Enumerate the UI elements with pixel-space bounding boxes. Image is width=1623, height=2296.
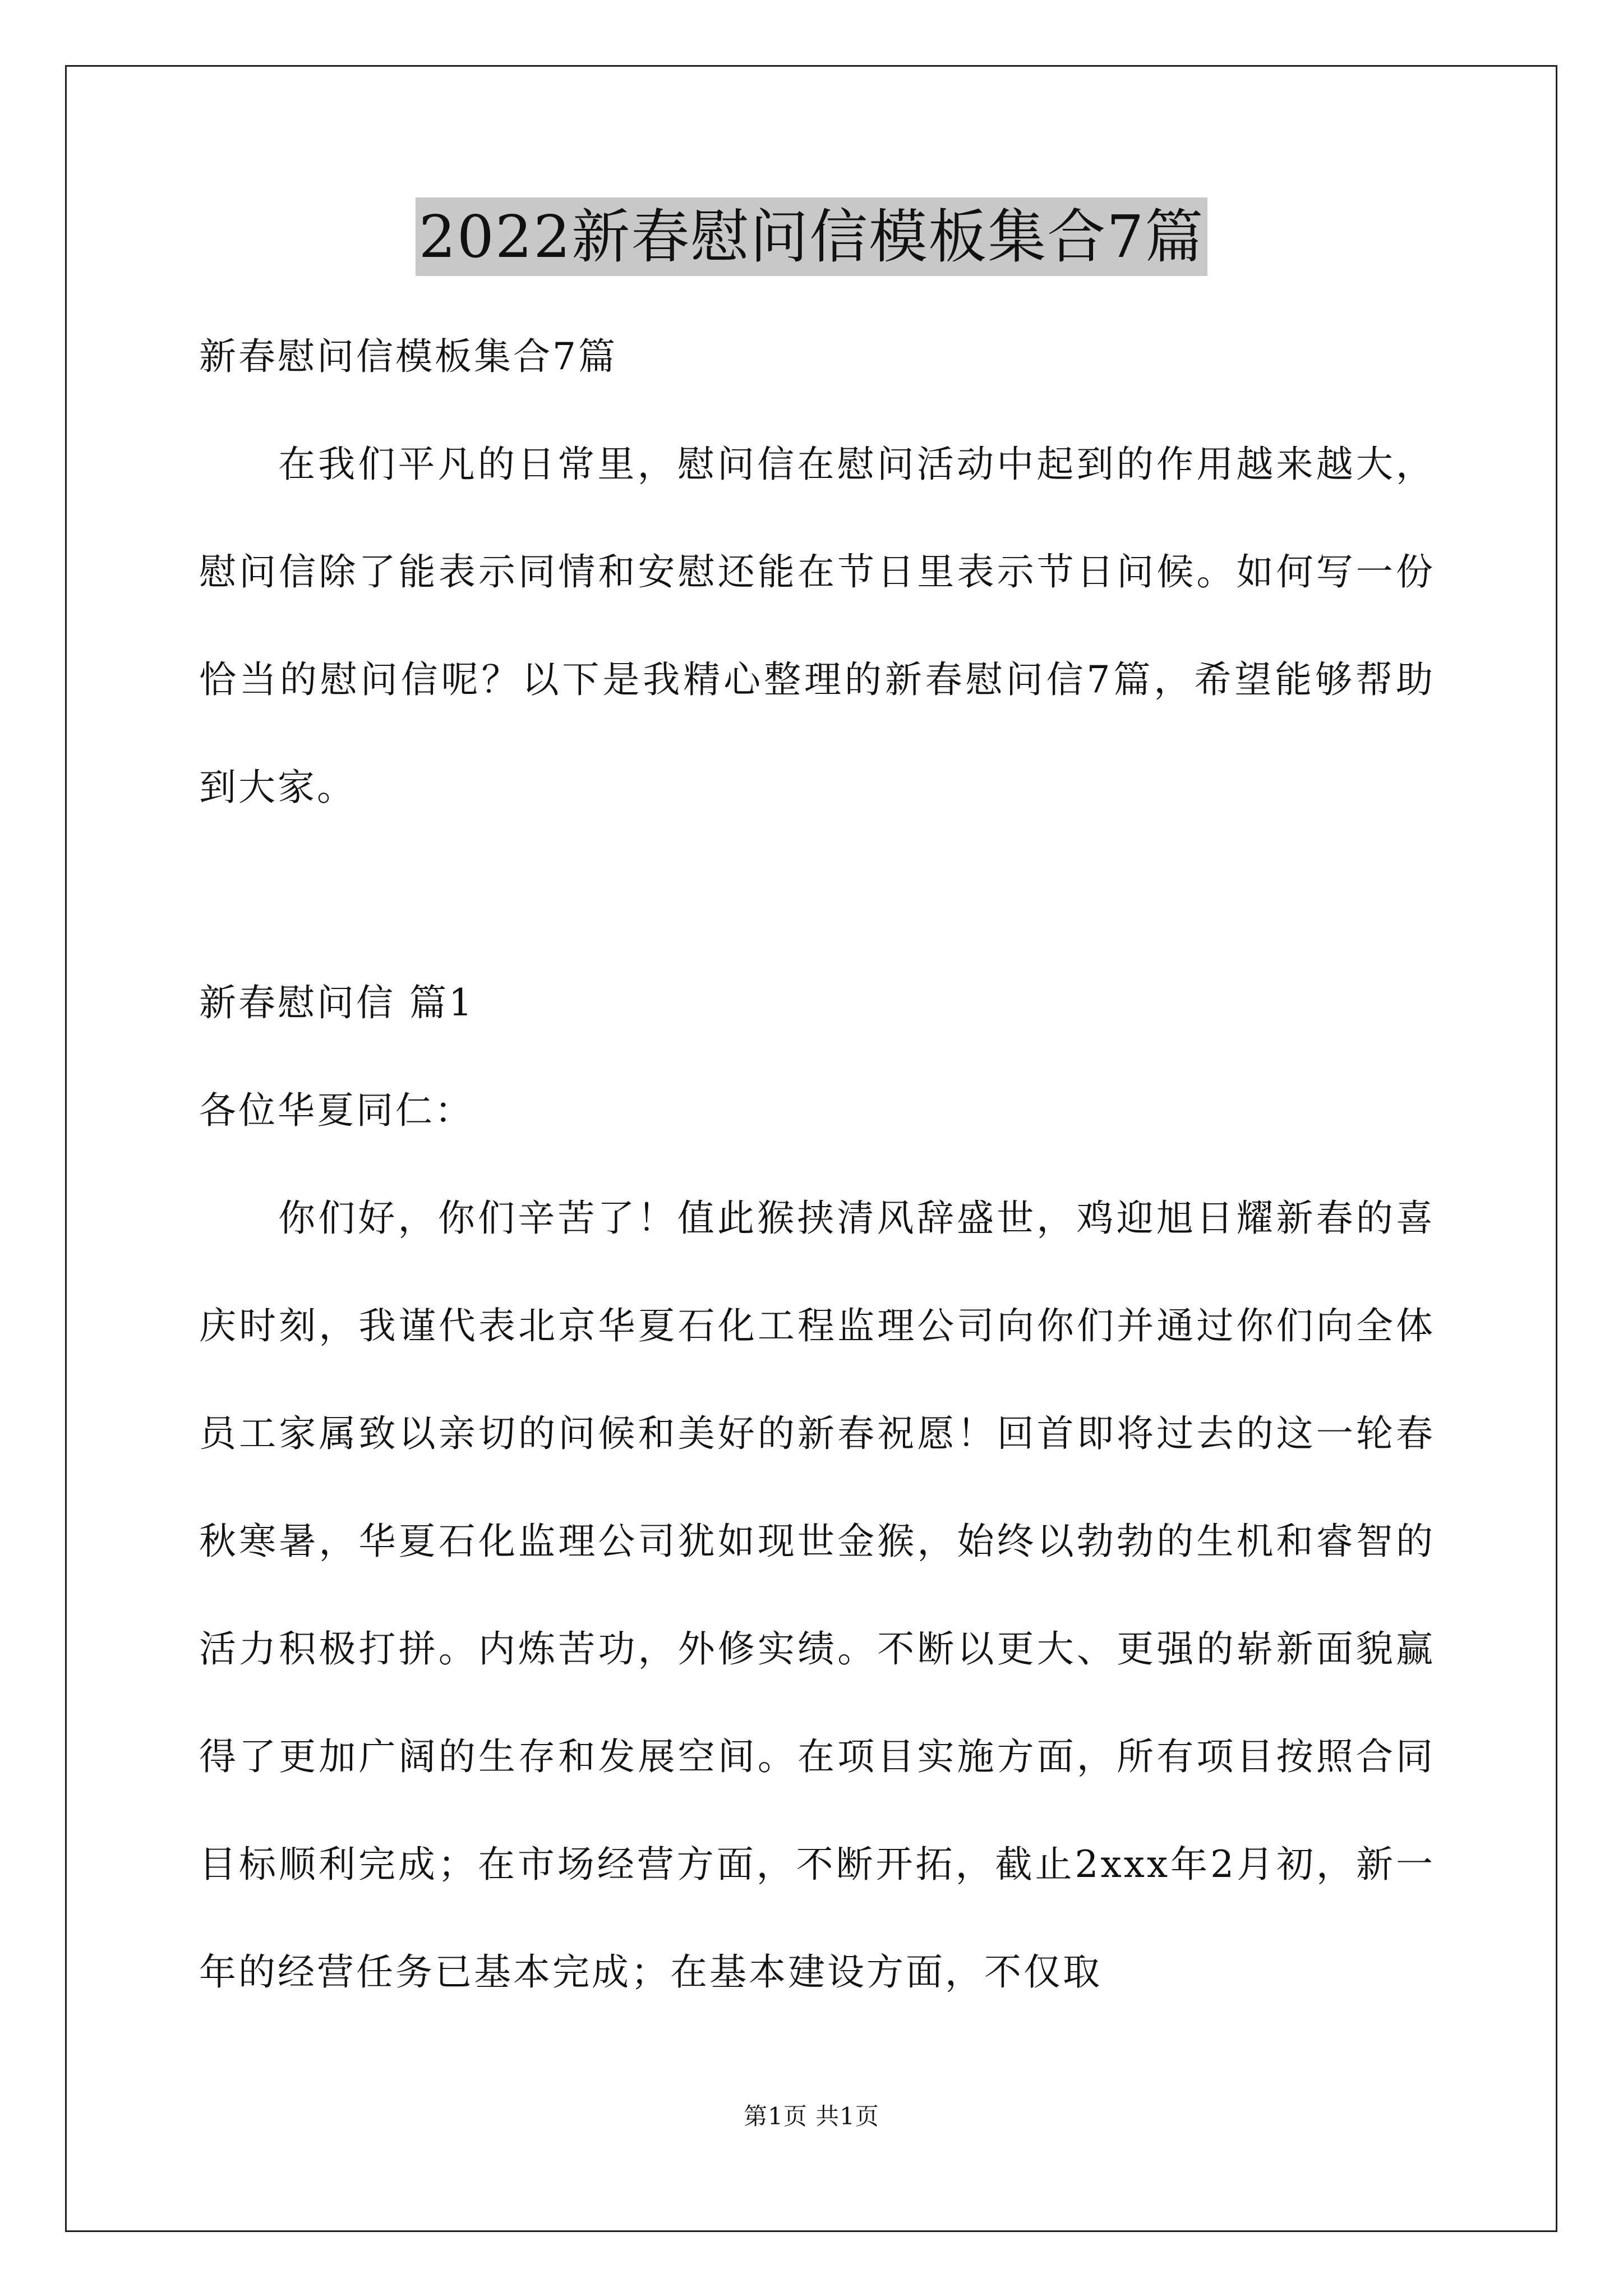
- document-title: 2022新春慰问信模板集合7篇: [416, 197, 1208, 276]
- letter-body-paragraph: 你们好，你们辛苦了！值此猴挟清风辞盛世，鸡迎旭日耀新春的喜庆时刻，我谨代表北京华夏石化工程监理公司向你们并通过你们向全体员工家属致以亲切的问候和美好的新春祝愿！回首即将过去的这一轮春秋寒暑，华夏石化监理公司犹如现世金猴，始终以勃勃的生机和睿智的活力积极打拼。内炼苦功，外修实绩。不断以更大、更强的崭新面貌赢得了更加广阔的生存和发展空间。在项目实施方面，所有项目按照合同目标顺利完成；在市场经营方面，不断开拓，截止2xxx年2月初，新一年的经营任务已基本完成；在基本建设方面，不仅取: [199, 1197, 1435, 1994]
- title-container: [0, 197, 1623, 276]
- document-subtitle: 新春慰问信模板集合7篇: [199, 335, 617, 378]
- section-heading: 新春慰问信 篇1: [199, 981, 474, 1024]
- letter-greeting: 各位华夏同仁：: [199, 1089, 474, 1132]
- document-body: [199, 303, 1435, 2026]
- intro-paragraph: 在我们平凡的日常里，慰问信在慰问活动中起到的作用越来越大，慰问信除了能表示同情和安慰还能在节日里表示节日问候。如何写一份恰当的慰问信呢？以下是我精心整理的新春慰问信7篇，希望能够帮助到大家。: [199, 443, 1435, 809]
- page-footer: 第1页 共1页: [744, 2102, 879, 2130]
